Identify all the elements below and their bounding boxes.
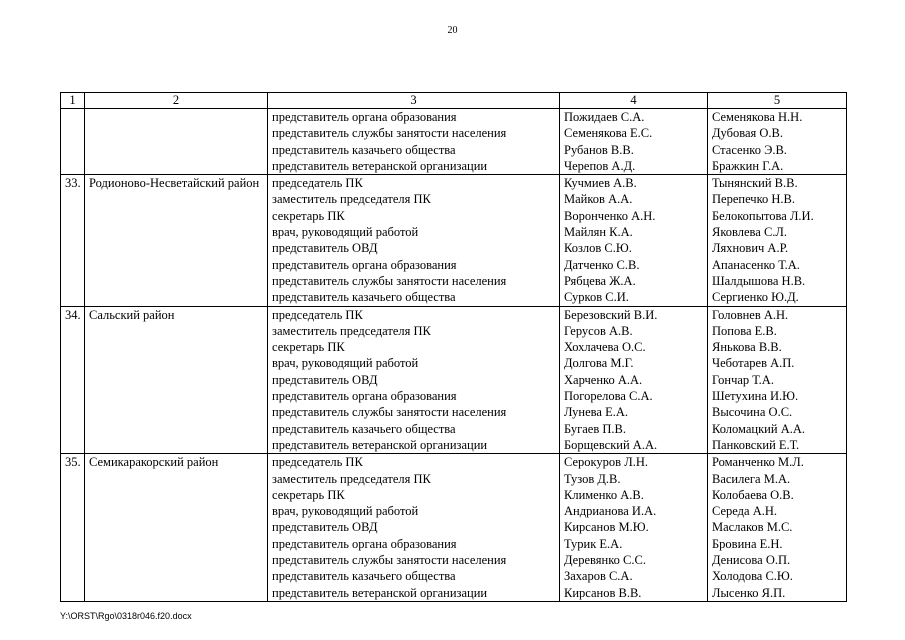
main-member-line: Воронченко А.Н. (564, 208, 656, 223)
role-line: представитель ОВД (272, 520, 378, 535)
reserve-member-line: Лысенко Я.П. (712, 585, 786, 600)
main-cell (560, 175, 708, 306)
role-line: заместитель председателя ПК (272, 471, 431, 486)
reserve-member-line: Гончар Т.А. (712, 372, 774, 387)
reserve-member-line: Высочина О.С. (712, 405, 793, 420)
main-member-line: Клименко А.В. (564, 487, 644, 502)
row-number: 33. (61, 175, 85, 306)
role-line: секретарь ПК (272, 208, 345, 223)
reserve-member-line: Василега М.А. (712, 471, 791, 486)
main-cell (560, 454, 708, 602)
main-member-line: Деревянко С.С. (564, 553, 646, 568)
main-member-line: Герусов А.В. (564, 323, 633, 338)
reserve-member-line: Перепечко Н.В. (712, 192, 796, 207)
role-line: врач, руководящий работой (272, 225, 419, 240)
reserve-member-line: Середа А.Н. (712, 504, 778, 519)
row-number: 34. (61, 306, 85, 454)
district-name: Семикаракорский район (85, 454, 268, 602)
table-row (61, 175, 847, 306)
table-row (61, 109, 847, 175)
district-name: Сальский район (85, 306, 268, 454)
role-line: представитель службы занятости населения (272, 273, 507, 288)
main-member-line: Кирсанов В.В. (564, 585, 642, 600)
role-line: представитель органа образования (272, 110, 457, 124)
header-col-2: 2 (85, 93, 268, 109)
role-line: председатель ПК (272, 307, 363, 322)
reserve-member-line: Белокопытова Л.И. (712, 208, 814, 223)
reserve-member-line: Ляхнович А.Р. (712, 241, 789, 256)
role-line: представитель органа образования (272, 389, 457, 404)
role-line: председатель ПК (272, 176, 363, 191)
reserve-cell (708, 306, 847, 454)
role-line: представитель ОВД (272, 372, 378, 387)
main-member-line: Кучмиев А.В. (564, 176, 637, 191)
reserve-member-line: Семенякова Н.Н. (712, 110, 803, 124)
role-line: представитель органа образования (272, 257, 457, 272)
main-member-line: Серокуров Л.Н. (564, 455, 648, 470)
main-member-line: Рябцева Ж.А. (564, 273, 636, 288)
district-name: Родионово-Несветайский район (85, 175, 268, 306)
role-line: представитель ветеранской организации (272, 585, 488, 600)
file-path-footer: Y:\ORST\Rgo\0318r046.f20.docx (60, 611, 192, 621)
main-member-line: Хохлачева О.С. (564, 340, 646, 355)
role-line: представитель казачьего общества (272, 290, 456, 305)
role-line: представитель службы занятости населения (272, 126, 507, 141)
reserve-member-line: Денисова О.П. (712, 553, 791, 568)
reserve-member-line: Апанасенко Т.А. (712, 257, 800, 272)
header-col-3: 3 (268, 93, 560, 109)
commission-table (60, 92, 847, 602)
header-row (61, 93, 847, 109)
main-member-line: Харченко А.А. (564, 372, 643, 387)
roles-cell (268, 109, 560, 175)
role-line: врач, руководящий работой (272, 504, 419, 519)
role-line: представитель службы занятости населения (272, 405, 507, 420)
role-line: представитель органа образования (272, 536, 457, 551)
district-name (85, 109, 268, 175)
role-line: представитель службы занятости населения (272, 553, 507, 568)
main-cell (560, 306, 708, 454)
reserve-member-line: Стасенко Э.В. (712, 142, 787, 157)
reserve-member-line: Бражкин Г.А. (712, 158, 784, 173)
reserve-member-line: Дубовая О.В. (712, 126, 783, 141)
reserve-member-line: Коломацкий А.А. (712, 421, 805, 436)
reserve-cell (708, 109, 847, 175)
reserve-member-line: Панковский Е.Т. (712, 437, 800, 452)
main-member-line: Козлов С.Ю. (564, 241, 632, 256)
main-member-line: Сурков С.И. (564, 290, 629, 305)
reserve-member-line: Шетухина И.Ю. (712, 389, 799, 404)
reserve-member-line: Сергиенко Ю.Д. (712, 290, 799, 305)
main-member-line: Кирсанов М.Ю. (564, 520, 649, 535)
main-member-line: Датченко С.В. (564, 257, 640, 272)
main-member-line: Долгова М.Г. (564, 356, 634, 371)
role-line: заместитель председателя ПК (272, 192, 431, 207)
reserve-member-line: Головнев А.Н. (712, 307, 789, 322)
reserve-cell (708, 454, 847, 602)
header-col-4: 4 (560, 93, 708, 109)
reserve-member-line: Романченко М.Л. (712, 455, 804, 470)
role-line: представитель ОВД (272, 241, 378, 256)
main-cell (560, 109, 708, 175)
role-line: представитель казачьего общества (272, 421, 456, 436)
main-member-line: Бугаев П.В. (564, 421, 626, 436)
role-line: врач, руководящий работой (272, 356, 419, 371)
row-number (61, 109, 85, 175)
table-row (61, 454, 847, 602)
role-line: секретарь ПК (272, 340, 345, 355)
role-line: секретарь ПК (272, 487, 345, 502)
role-line: представитель ветеранской организации (272, 158, 488, 173)
role-line: заместитель председателя ПК (272, 323, 431, 338)
table-row (61, 306, 847, 454)
roles-cell (268, 175, 560, 306)
reserve-member-line: Бровина Е.Н. (712, 536, 783, 551)
main-member-line: Майков А.А. (564, 192, 633, 207)
role-line: представитель казачьего общества (272, 142, 456, 157)
reserve-member-line: Колобаева О.В. (712, 487, 794, 502)
main-member-line: Погорелова С.А. (564, 389, 653, 404)
row-number: 35. (61, 454, 85, 602)
main-member-line: Пожидаев С.А. (564, 110, 645, 124)
reserve-member-line: Шалдышова Н.В. (712, 273, 806, 288)
page-number: 20 (447, 25, 458, 36)
reserve-member-line: Попова Е.В. (712, 323, 777, 338)
reserve-member-line: Янькова В.В. (712, 340, 782, 355)
reserve-member-line: Холодова С.Ю. (712, 569, 793, 584)
main-member-line: Рубанов В.В. (564, 142, 634, 157)
roles-cell (268, 454, 560, 602)
main-member-line: Тузов Д.В. (564, 471, 621, 486)
header-col-5: 5 (708, 93, 847, 109)
main-member-line: Андрианова И.А. (564, 504, 657, 519)
main-member-line: Борщевский А.А. (564, 437, 658, 452)
main-member-line: Майлян К.А. (564, 225, 633, 240)
reserve-cell (708, 175, 847, 306)
main-member-line: Березовский В.И. (564, 307, 658, 322)
reserve-member-line: Маслаков М.С. (712, 520, 793, 535)
main-member-line: Семенякова Е.С. (564, 126, 653, 141)
roles-cell (268, 306, 560, 454)
main-member-line: Турик Е.А. (564, 536, 623, 551)
header-col-1: 1 (61, 93, 85, 109)
reserve-member-line: Яковлева С.Л. (712, 225, 788, 240)
role-line: представитель казачьего общества (272, 569, 456, 584)
reserve-member-line: Тынянский В.В. (712, 176, 798, 191)
role-line: председатель ПК (272, 455, 363, 470)
role-line: представитель ветеранской организации (272, 437, 488, 452)
reserve-member-line: Чеботарев А.П. (712, 356, 795, 371)
main-member-line: Лунева Е.А. (564, 405, 628, 420)
main-member-line: Захаров С.А. (564, 569, 633, 584)
main-member-line: Черепов А.Д. (564, 158, 636, 173)
